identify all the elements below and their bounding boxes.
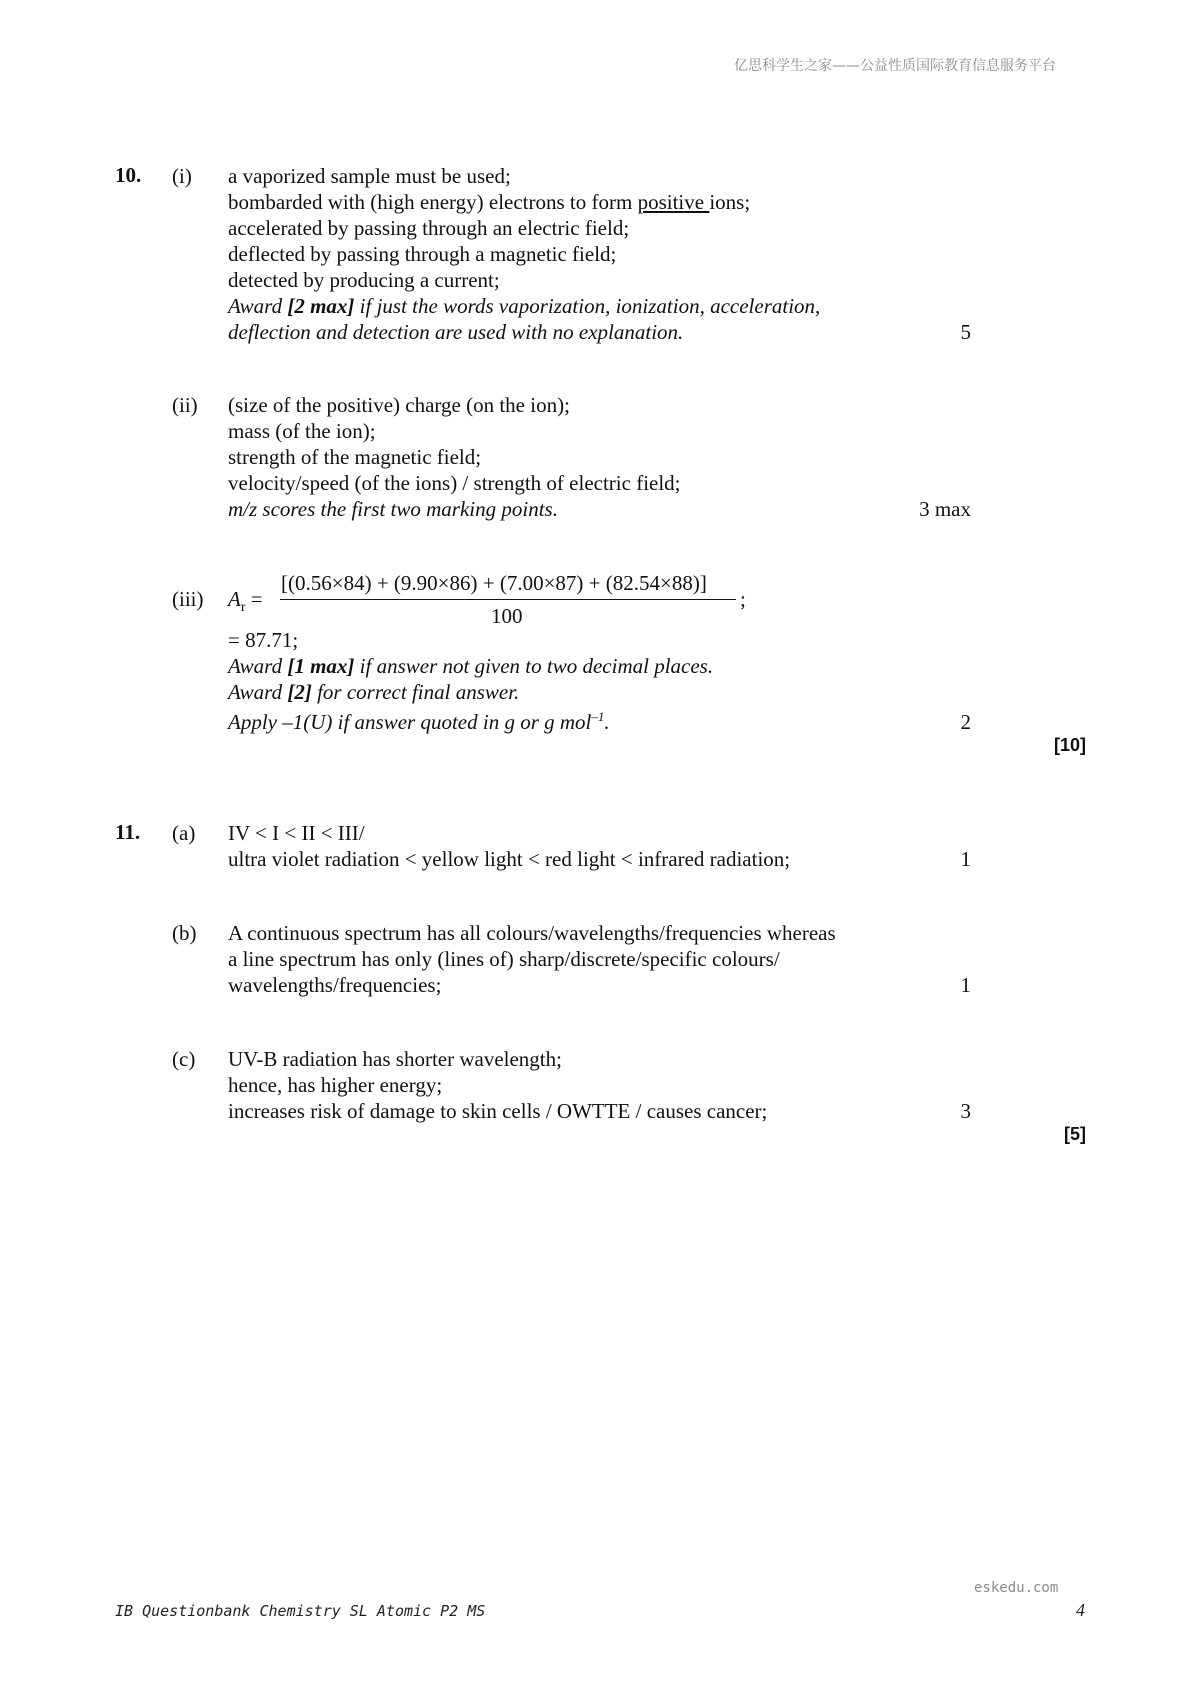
award-rest: if answer not given to two decimal places. <box>354 654 714 678</box>
answer-line: detected by producing a current; <box>228 268 500 292</box>
answer-line: accelerated by passing through an electric field; <box>228 216 630 240</box>
answer-block-11-c <box>228 1046 767 1124</box>
relative-atomic-mass-symbol <box>228 586 263 616</box>
answer-block-11-b <box>228 920 836 998</box>
answer-line: IV < I < II < III/ <box>228 821 365 845</box>
answer-line: increases risk of damage to skin cells / OWTTE / causes cancer; <box>228 1099 768 1123</box>
award-bold: [2 max] <box>287 294 355 318</box>
apply-end: . <box>604 710 610 734</box>
fraction-numerator: [(0.56×84) + (9.90×86) + (7.00×87) + (82.54×88)] <box>281 571 707 595</box>
answer-line: A continuous spectrum has all colours/wavelengths/frequencies whereas <box>228 921 836 945</box>
award-prefix: Award <box>228 654 288 678</box>
answer-block-10-ii <box>228 392 681 522</box>
part-label-11-c: (c) <box>172 1047 196 1071</box>
underlined-word: positive <box>637 190 710 214</box>
award-prefix: Award <box>228 294 288 318</box>
watermark-text: eskedu.com <box>974 1580 1059 1596</box>
answer-line: strength of the magnetic field; <box>228 445 482 469</box>
award-note <box>228 653 713 679</box>
header-site-text: 亿思科学生之家——公益性质国际教育信息服务平台 <box>734 58 1056 74</box>
answer-line <box>228 189 820 215</box>
question-number-11: 11. <box>115 820 141 844</box>
answer-line: a vaporized sample must be used; <box>228 164 511 188</box>
total-marks-11: [5] <box>1064 1124 1086 1144</box>
answer-line: ultra violet radiation < yellow light < red light < infrared radiation; <box>228 847 791 871</box>
mark-10-iii: 2 <box>960 710 971 734</box>
apply-superscript: –1 <box>591 709 605 724</box>
answer-block-11-a <box>228 820 790 872</box>
unit-penalty-note <box>228 709 713 735</box>
award-bold: [1 max] <box>287 654 355 678</box>
fraction-bar <box>280 599 736 600</box>
award-prefix: Award <box>228 680 288 704</box>
answer-line: velocity/speed (of the ions) / strength of electric field; <box>228 471 681 495</box>
answer-line: UV-B radiation has shorter wavelength; <box>228 1047 562 1071</box>
part-label-11-a: (a) <box>172 821 196 845</box>
mark-10-i: 5 <box>960 320 971 344</box>
equals-sign: = <box>245 587 263 611</box>
mark-11-b: 1 <box>960 973 971 997</box>
part-label-10-iii: (iii) <box>172 587 204 611</box>
answer-line: a line spectrum has only (lines of) sharp/discrete/specific colours/ <box>228 947 780 971</box>
award-rest: if just the words vaporization, ionization, acceleration, <box>354 294 821 318</box>
total-marks-10: [10] <box>1053 735 1086 755</box>
apply-text: Apply –1(U) if answer quoted in g or g mol <box>228 710 592 734</box>
award-note <box>228 293 820 319</box>
answer-line: hence, has higher energy; <box>228 1073 443 1097</box>
award-note-line2: deflection and detection are used with no explanation. <box>228 320 684 344</box>
award-note <box>228 679 713 705</box>
footer-document-title: IB Questionbank Chemistry SL Atomic P2 MS <box>115 1602 486 1620</box>
answer-line: (size of the positive) charge (on the ion); <box>228 393 570 417</box>
answer-block-10-iii <box>228 627 713 735</box>
part-label-11-b: (b) <box>172 921 197 945</box>
ar-subscript: r <box>240 600 246 616</box>
mark-11-a: 1 <box>960 847 971 871</box>
page-number: 4 <box>1076 1600 1085 1620</box>
award-bold: [2] <box>287 680 312 704</box>
answer-line: wavelengths/frequencies; <box>228 973 442 997</box>
answer-block-10-i <box>228 163 820 345</box>
calculated-result: = 87.71; <box>228 628 299 652</box>
ar-symbol: A <box>228 587 241 611</box>
scoring-note: m/z scores the first two marking points. <box>228 497 558 521</box>
answer-line: mass (of the ion); <box>228 419 376 443</box>
fraction-denominator: 100 <box>491 604 523 628</box>
answer-text: bombarded with (high energy) electrons to form <box>228 190 638 214</box>
fraction-semicolon: ; <box>740 587 746 611</box>
answer-line: deflected by passing through a magnetic field; <box>228 242 617 266</box>
award-rest: for correct final answer. <box>311 680 520 704</box>
part-label-10-ii: (ii) <box>172 393 198 417</box>
answer-text: ions; <box>709 190 751 214</box>
mark-10-ii: 3 max <box>919 497 971 521</box>
mark-11-c: 3 <box>960 1099 971 1123</box>
part-label-10-i: (i) <box>172 164 192 188</box>
question-number-10: 10. <box>115 163 142 187</box>
